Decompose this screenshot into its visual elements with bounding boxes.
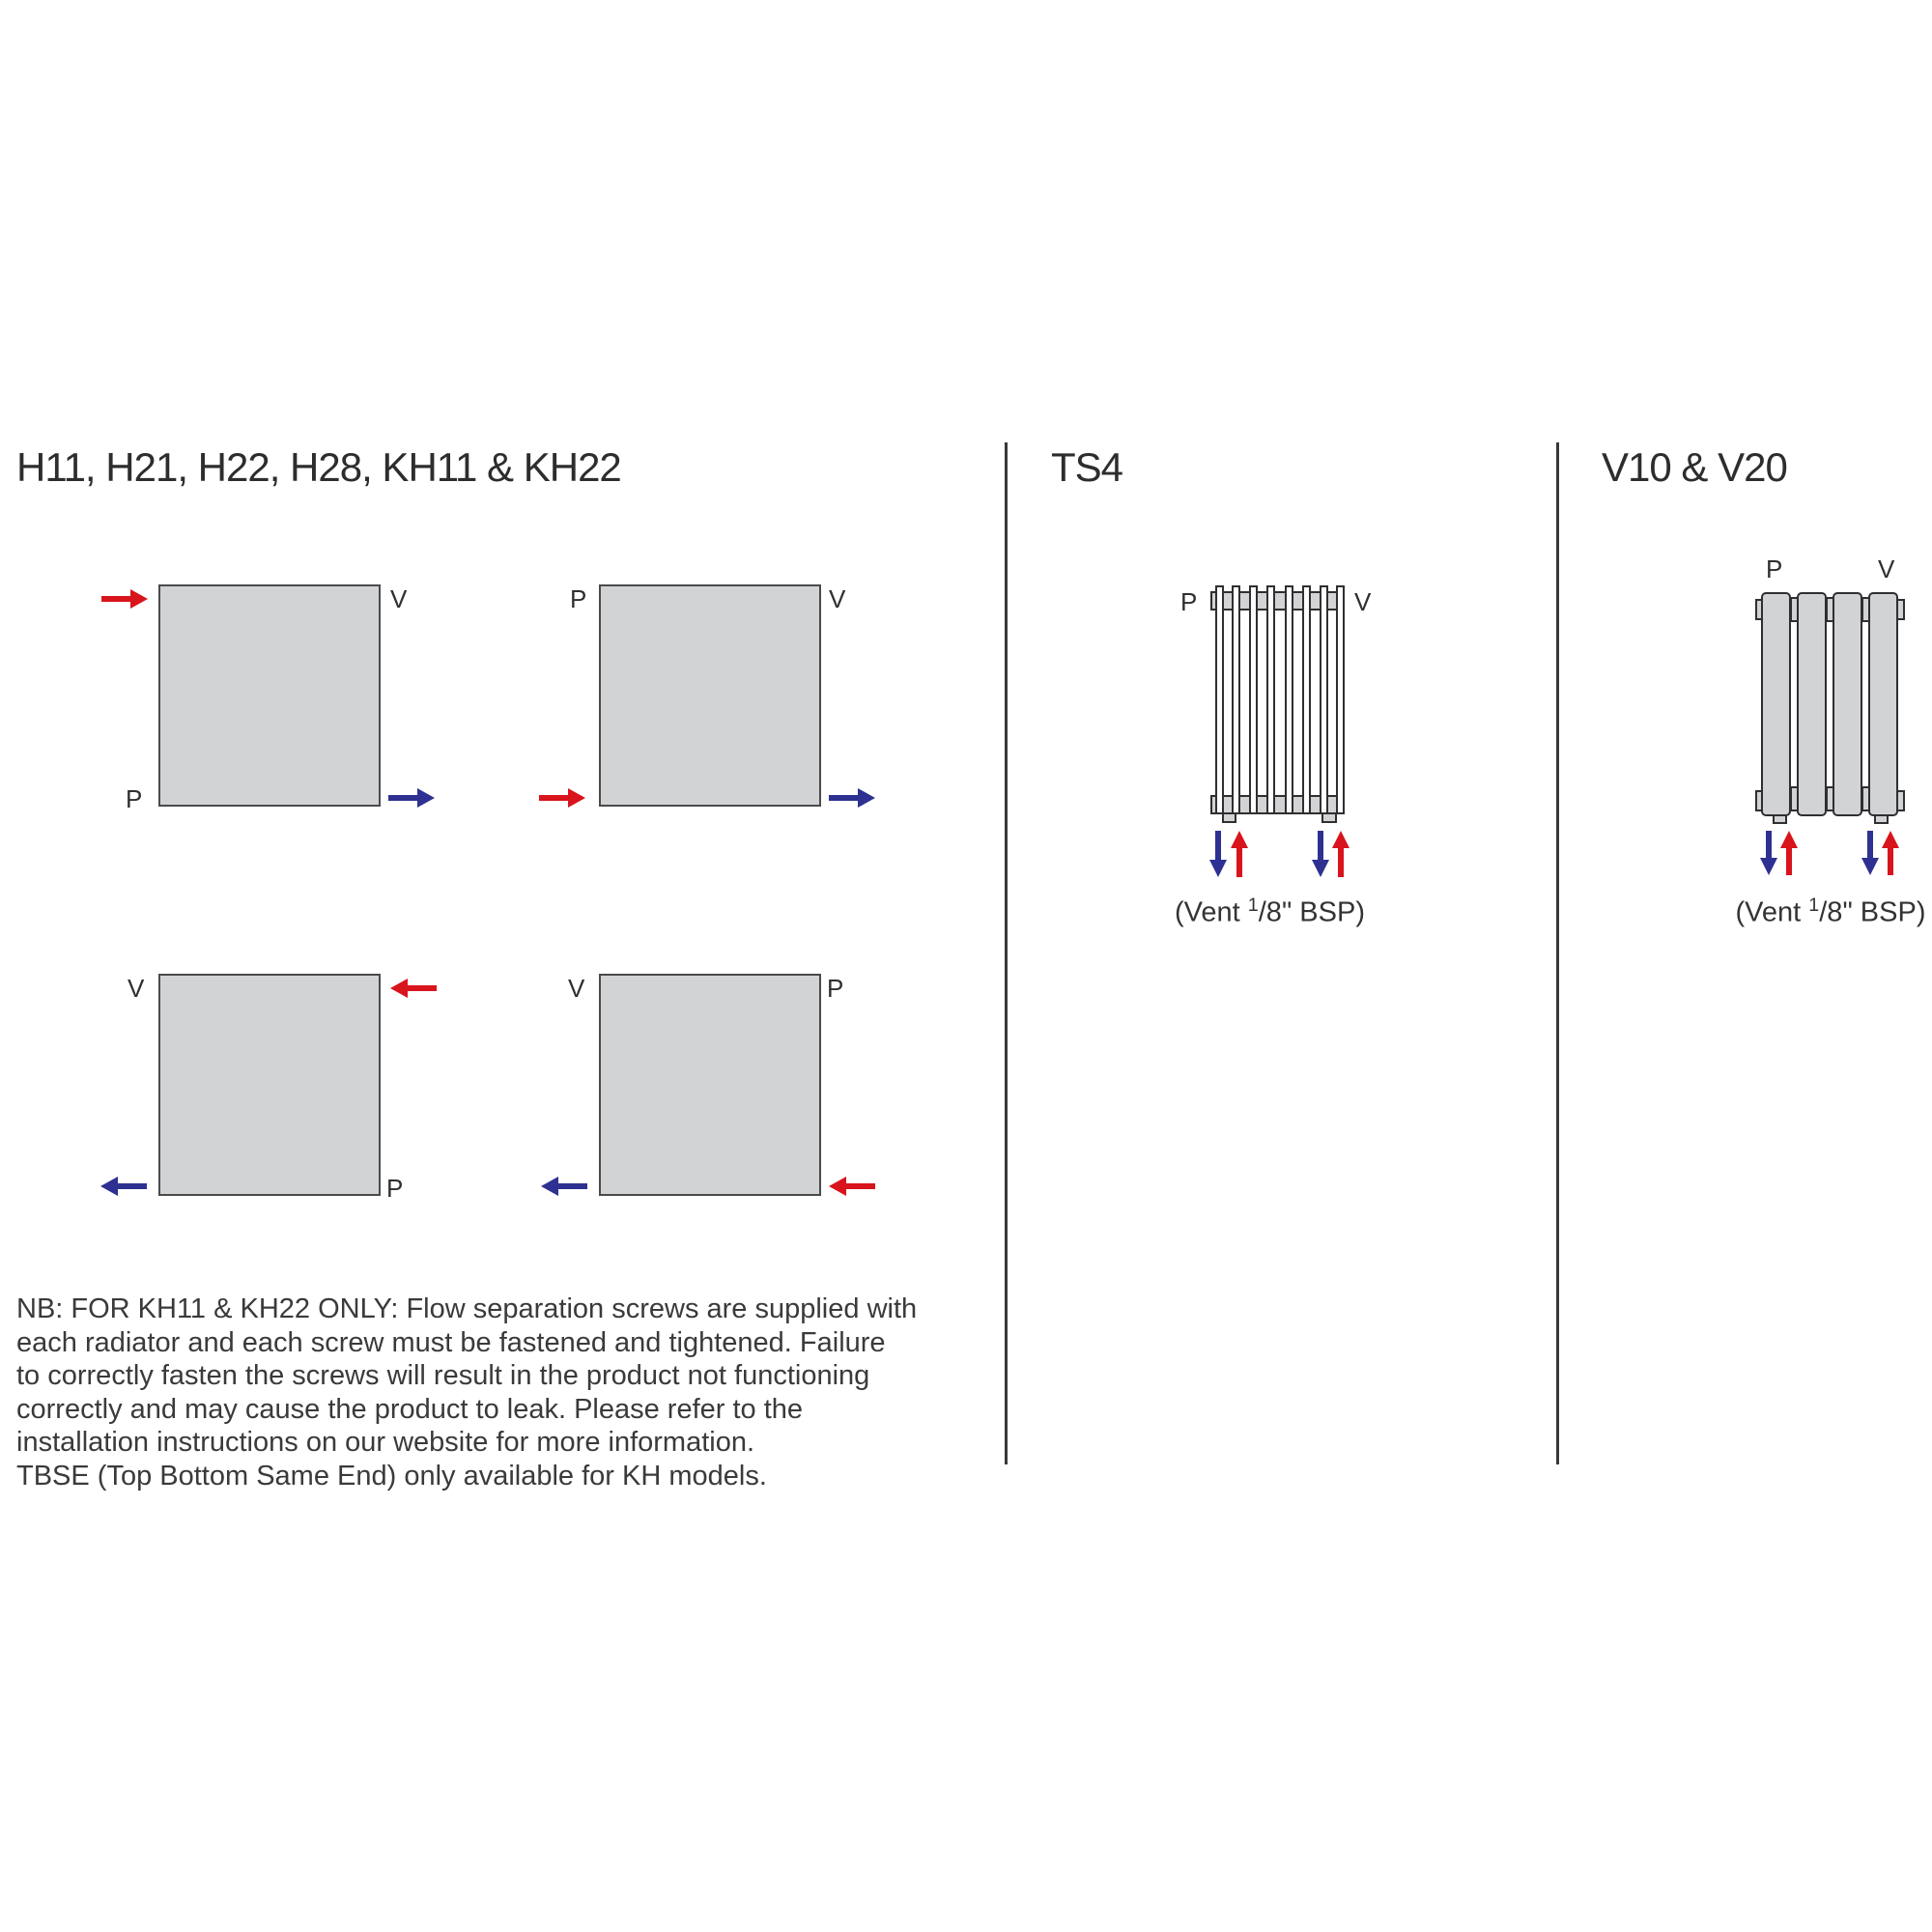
vent-size-note [1729,889,1932,929]
vent-note-text: (Vent [1735,896,1809,928]
plug-label: P [827,974,844,1003]
vent-size-note [1166,889,1374,929]
radiator-tube [1285,585,1293,814]
flow-up-arrow [1231,831,1248,877]
plug-label: P [570,584,587,613]
vent-note-frac: /8 [1819,896,1843,928]
nb-note-line: each radiator and each screw must be fastened and tightened. Failure [16,1326,886,1358]
vent-note-suffix: BSP) [1852,896,1926,928]
radiator-section [1797,592,1827,816]
vent-label: V [1878,554,1895,583]
return-out-arrow [541,1177,587,1196]
radiator-section [1868,592,1898,816]
radiator-panel-diagram [599,974,821,1196]
plug-label: P [1180,587,1198,616]
nb-note-line: to correctly fasten the screws will result in the product not functioning [16,1360,870,1392]
nb-note-line: NB: FOR KH11 & KH22 ONLY: Flow separation screws are supplied with [16,1293,918,1324]
vent-note-quote: " [1842,896,1853,928]
vent-label: V [390,584,408,613]
v10-v20-radiator-drawing [1755,592,1905,830]
vent-note-text: (Vent [1175,896,1248,928]
flow-in-arrow [390,979,437,998]
nb-note-line: TBSE (Top Bottom Same End) only available for KH models. [16,1460,767,1492]
section-title-vertical-models: V10 & V20 [1602,444,1787,490]
return-down-arrow [1760,831,1777,875]
section-title-ts4: TS4 [1051,444,1123,490]
return-out-arrow [100,1177,147,1196]
radiator-panel-diagram [158,974,381,1196]
radiator-panel-diagram [158,584,381,807]
return-out-arrow [388,788,435,808]
plug-label: P [386,1174,404,1203]
vent-label: V [128,974,145,1003]
radiator-tube [1320,585,1328,814]
vent-note-quote: " [1281,896,1293,928]
flow-in-arrow [829,1177,875,1196]
radiator-section [1761,592,1791,816]
vent-note-sup: 1 [1247,895,1259,916]
radiator-tube [1249,585,1258,814]
vent-label: V [1354,587,1372,616]
radiator-section [1833,592,1862,816]
ts4-radiator-drawing [1210,583,1345,823]
radiator-tube [1232,585,1240,814]
flow-up-arrow [1780,831,1798,875]
vent-note-sup: 1 [1808,895,1820,916]
plug-label: P [126,784,143,813]
return-down-arrow [1312,831,1329,877]
radiator-tube [1302,585,1311,814]
return-down-arrow [1209,831,1227,877]
flow-in-arrow [101,589,148,609]
flow-in-arrow [539,788,585,808]
nb-note [16,1293,917,1493]
return-out-arrow [829,788,875,808]
radiator-tube [1336,585,1345,814]
flow-up-arrow [1882,831,1899,875]
vent-label: V [829,584,846,613]
flow-up-arrow [1332,831,1350,877]
plug-label: P [1766,554,1783,583]
divider-line [1005,442,1008,1464]
nb-note-line: correctly and may cause the product to leak. Please refer to the [16,1393,804,1425]
section-title-horizontal-models: H11, H21, H22, H28, KH11 & KH22 [16,444,621,490]
divider-line [1556,442,1559,1464]
nb-note-line: installation instructions on our website for more information. [16,1427,755,1459]
return-down-arrow [1861,831,1879,875]
radiator-tube [1215,585,1224,814]
vent-label: V [568,974,585,1003]
radiator-tube [1266,585,1275,814]
vent-note-frac: /8 [1258,896,1282,928]
radiator-panel-diagram [599,584,821,807]
vent-note-suffix: BSP) [1292,896,1365,928]
